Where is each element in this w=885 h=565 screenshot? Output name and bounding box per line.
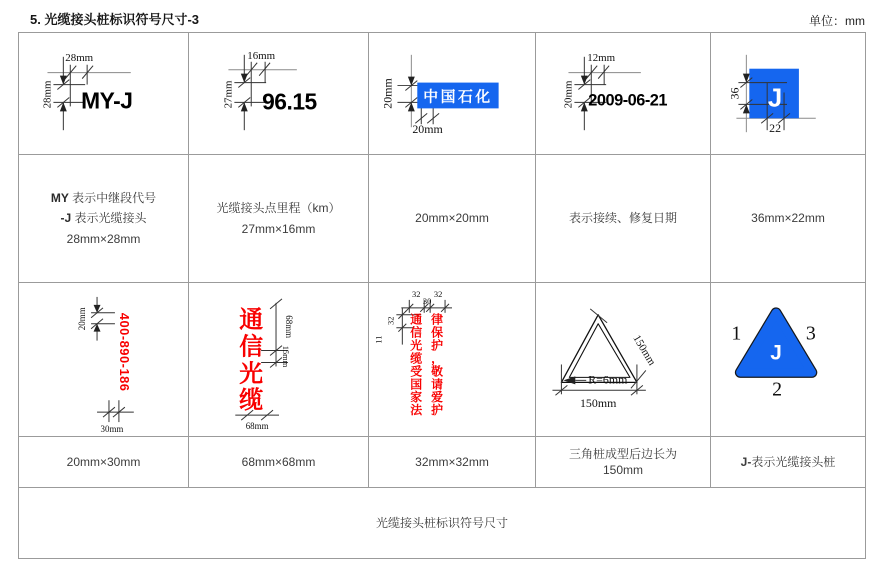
dim-height-label: 20mm bbox=[76, 307, 87, 331]
caption-cable-name: 68mm×68mm bbox=[241, 454, 316, 469]
cell-caption-j-square bbox=[711, 155, 865, 283]
legal-char: 护 bbox=[430, 338, 443, 353]
legal-char: 受 bbox=[409, 364, 422, 379]
cable-char-4: 缆 bbox=[238, 387, 263, 415]
dim-height-label: 36 bbox=[727, 87, 742, 100]
dim-char-label: 68mm bbox=[283, 315, 294, 339]
dim-height-label: 27mm bbox=[221, 80, 234, 109]
dimension-lines bbox=[396, 300, 452, 345]
dim-width-label: 16mm bbox=[246, 49, 275, 62]
legal-char: 爱 bbox=[430, 390, 443, 405]
dim-top-2: 30 bbox=[422, 295, 431, 306]
bold-code: -J bbox=[60, 211, 72, 226]
legal-char: ， bbox=[430, 351, 443, 366]
base-length-label: 150mm bbox=[579, 396, 616, 411]
legal-char: 家 bbox=[409, 390, 422, 405]
legal-char: 请 bbox=[430, 377, 443, 392]
radius-label: R=6mm bbox=[587, 372, 627, 387]
symbol-spec-table bbox=[18, 32, 866, 559]
legal-char: 保 bbox=[430, 325, 443, 340]
legal-text-diagram bbox=[369, 283, 536, 436]
legal-char: 律 bbox=[430, 312, 443, 327]
size-text: 28mm×28mm bbox=[66, 231, 141, 246]
cable-name-diagram bbox=[189, 283, 369, 436]
j-square-diagram bbox=[711, 33, 865, 154]
bold-code: MY bbox=[50, 190, 69, 205]
caption-text: 表示光缆接头桩 bbox=[751, 454, 836, 469]
mileage-diagram bbox=[189, 33, 369, 154]
legal-char: 国 bbox=[409, 377, 422, 392]
dim-height-label: 20mm bbox=[561, 80, 574, 109]
cell-caption-mileage bbox=[189, 155, 369, 283]
size-text: 27mm×16mm bbox=[241, 221, 316, 236]
side-length-label: 150mm bbox=[629, 333, 658, 368]
dim-gap-label: 15mm bbox=[280, 345, 291, 368]
unit-label: 单位：mm bbox=[809, 14, 865, 28]
cell-caption-my-j bbox=[19, 155, 189, 283]
legal-char: 缆 bbox=[409, 351, 422, 366]
corner-number-3: 3 bbox=[805, 322, 816, 345]
legal-char: 光 bbox=[409, 338, 422, 353]
caption-hotline: 20mm×30mm bbox=[66, 454, 141, 469]
legal-char: 法 bbox=[409, 403, 422, 418]
cell-diagram-triangle-dim bbox=[536, 283, 711, 437]
cable-char-2: 信 bbox=[238, 333, 263, 361]
caption-mileage bbox=[217, 195, 341, 242]
dim-width-label: 28mm bbox=[64, 51, 93, 64]
legal-right-column bbox=[430, 313, 443, 417]
dim-top-1: 32 bbox=[411, 288, 420, 299]
j-letter: J bbox=[767, 84, 783, 113]
caption-triangle-j bbox=[741, 455, 836, 469]
cell-diagram-sinopec bbox=[369, 33, 536, 155]
j-triangle-diagram bbox=[711, 283, 865, 436]
marker-code-text: MY-J bbox=[80, 87, 132, 114]
mileage-text: 96.15 bbox=[261, 88, 317, 115]
corner-number-2: 2 bbox=[772, 378, 783, 401]
dim-height-label: 20mm bbox=[380, 78, 395, 109]
footer-title: 光缆接头桩标识符号尺寸 bbox=[375, 515, 508, 530]
cell-caption-triangle-j bbox=[711, 437, 865, 488]
caption-text: 表示中继段代号 bbox=[68, 190, 157, 205]
cable-char-3: 光 bbox=[238, 360, 263, 388]
legal-char: 信 bbox=[409, 325, 422, 340]
cell-caption-cable-name bbox=[189, 437, 369, 488]
cell-diagram-date bbox=[536, 33, 711, 155]
caption-text: 三角桩成型后边长为 bbox=[568, 446, 677, 461]
caption-j-square: 36mm×22mm bbox=[751, 211, 825, 226]
dimension-lines bbox=[97, 400, 134, 422]
legal-char: 通 bbox=[409, 312, 422, 327]
dimension-lines bbox=[91, 297, 115, 341]
hotline-diagram bbox=[19, 283, 189, 436]
date-diagram bbox=[536, 33, 711, 154]
sinopec-text: 中国石化 bbox=[422, 89, 493, 106]
dim-width-label: 12mm bbox=[586, 51, 615, 64]
cell-diagram-mileage bbox=[189, 33, 369, 155]
legal-char: 护 bbox=[430, 403, 443, 418]
legal-char: 敬 bbox=[430, 364, 443, 379]
cell-diagram-j-square bbox=[711, 33, 865, 155]
sinopec-diagram bbox=[369, 33, 536, 154]
cell-caption-date bbox=[536, 155, 711, 283]
triangle-dimension-diagram bbox=[536, 283, 711, 436]
caption-legal: 32mm×32mm bbox=[415, 454, 489, 469]
page-title: 5. 光缆接头桩标识符号尺寸-3 bbox=[30, 12, 200, 27]
caption-date: 表示接续、修复日期 bbox=[568, 211, 677, 226]
cell-caption-hotline bbox=[19, 437, 189, 488]
dim-width-label: 20mm bbox=[411, 122, 443, 137]
dim-top-3: 32 bbox=[433, 288, 442, 299]
dim-side-1: 32 bbox=[384, 316, 395, 325]
caption-my-j bbox=[51, 185, 156, 252]
date-text: 2009-06-21 bbox=[587, 91, 667, 110]
caption-text: 表示光缆接头 bbox=[71, 211, 147, 226]
j-letter: J bbox=[770, 341, 782, 365]
dim-width-label: 68mm bbox=[245, 421, 269, 432]
cell-diagram-triangle-j bbox=[711, 283, 865, 437]
bold-code: J- bbox=[740, 454, 752, 469]
dim-width-label: 30mm bbox=[100, 424, 123, 435]
legal-left-column bbox=[409, 313, 422, 417]
corner-number-1: 1 bbox=[731, 322, 742, 345]
table-footer-row bbox=[19, 488, 865, 558]
my-j-diagram bbox=[19, 33, 189, 154]
cell-diagram-my-j bbox=[19, 33, 189, 155]
cell-caption-triangle bbox=[536, 437, 711, 488]
cable-char-1: 通 bbox=[238, 306, 263, 334]
dim-width-label: 22 bbox=[769, 121, 782, 136]
cell-caption-sinopec bbox=[369, 155, 536, 283]
caption-triangle bbox=[569, 445, 677, 480]
cell-diagram-hotline bbox=[19, 283, 189, 437]
cell-caption-legal bbox=[369, 437, 536, 488]
caption-sinopec: 20mm×20mm bbox=[415, 211, 489, 226]
hotline-number-text: 400-890-186 bbox=[116, 312, 132, 392]
dim-side-2: 11 bbox=[372, 335, 383, 344]
size-text: 150mm bbox=[602, 463, 643, 477]
dim-height-label: 28mm bbox=[40, 80, 53, 109]
caption-text: 光缆接头点里程（km） bbox=[216, 201, 341, 216]
cell-diagram-cable-name bbox=[189, 283, 369, 437]
cell-diagram-legal bbox=[369, 283, 536, 437]
